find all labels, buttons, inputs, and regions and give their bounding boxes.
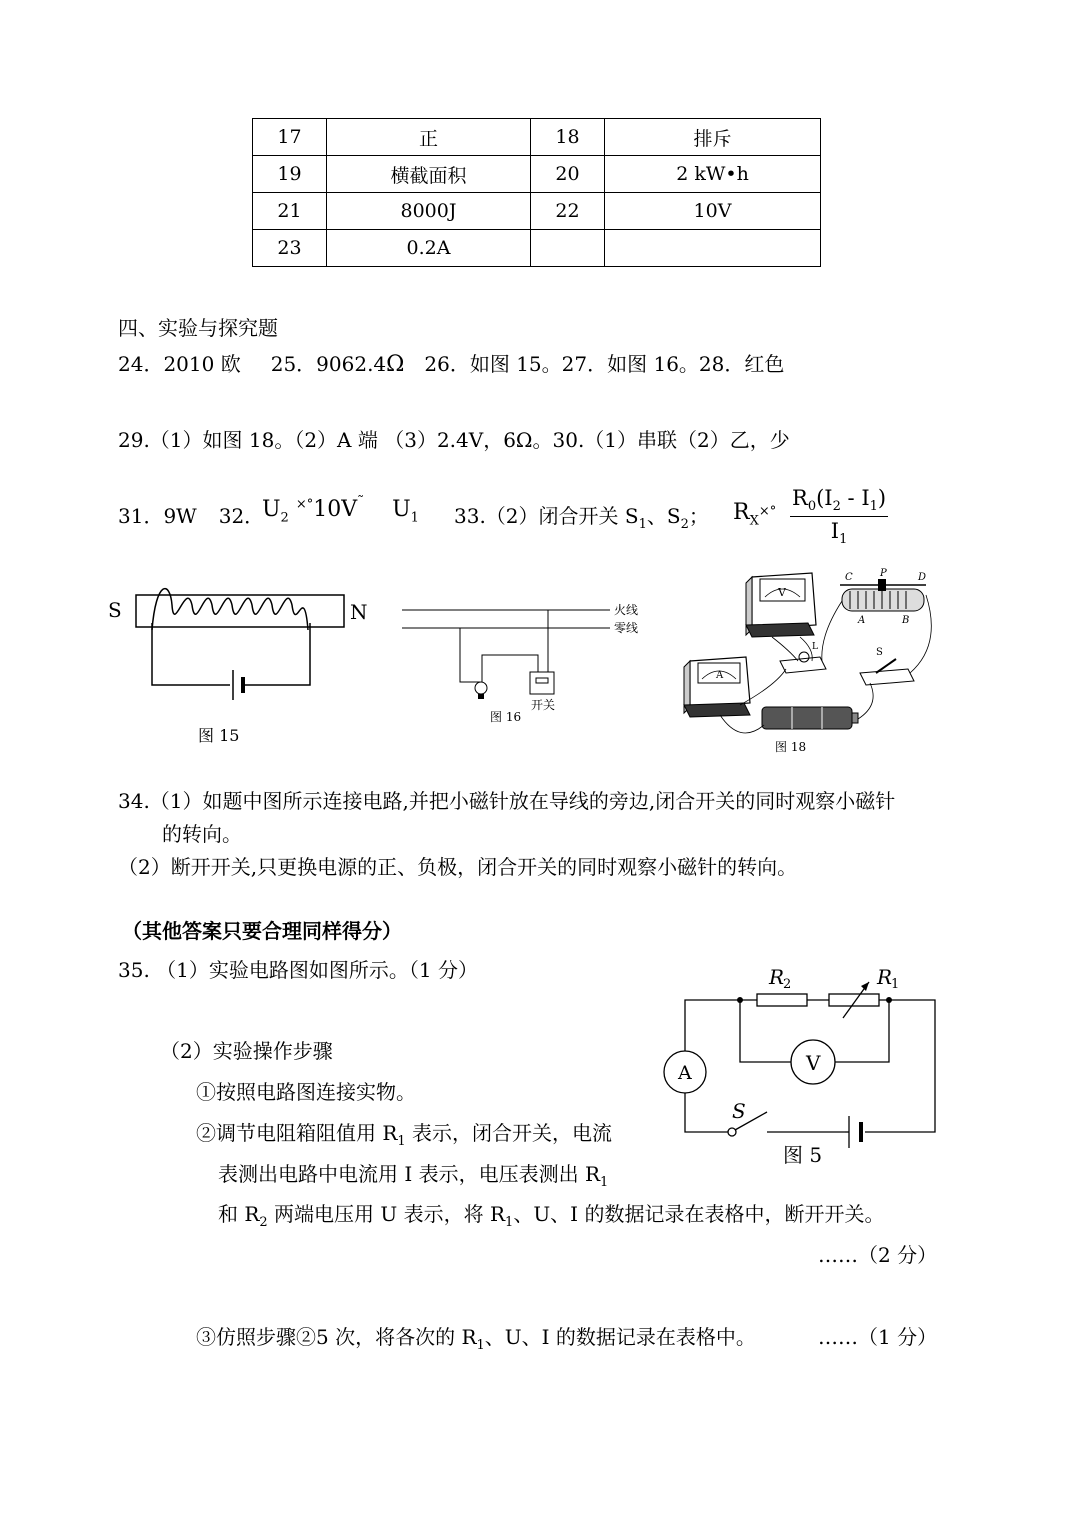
figure-16-wiring bbox=[400, 600, 645, 730]
sub: 1 bbox=[397, 1134, 406, 1149]
figure-18-apparatus bbox=[680, 565, 945, 760]
table-cell: 10V bbox=[605, 193, 821, 230]
table-cell: 22 bbox=[531, 193, 605, 230]
rx-sub: X bbox=[749, 513, 759, 529]
num-text: - I bbox=[840, 486, 870, 510]
step-3-text: ③仿照步骤②5 次，将各次的 R bbox=[196, 1325, 477, 1349]
rheostat-a: A bbox=[858, 615, 866, 626]
voltmeter-icon bbox=[746, 573, 816, 637]
wire bbox=[865, 1000, 935, 1132]
bulb-icon bbox=[475, 682, 487, 694]
sub-s2: 2 bbox=[680, 517, 689, 532]
sub: 1 bbox=[476, 1338, 485, 1353]
label-r2-sub: 2 bbox=[783, 977, 792, 992]
wire bbox=[685, 1000, 740, 1052]
scoring-note: （其他答案只要合理同样得分） bbox=[122, 919, 402, 943]
table-cell: 17 bbox=[253, 119, 327, 156]
rheostat-b: B bbox=[902, 615, 910, 626]
score-step-3: ……（1 分） bbox=[818, 1325, 938, 1349]
rheostat-icon bbox=[840, 568, 926, 626]
figure-5-circuit bbox=[655, 960, 955, 1170]
wire bbox=[822, 601, 842, 661]
wire bbox=[460, 628, 480, 682]
eq-sub: 2 bbox=[280, 510, 289, 526]
omega-symbol: Ω bbox=[386, 352, 405, 377]
table-cell bbox=[605, 230, 821, 267]
table-cell: 23 bbox=[253, 230, 327, 267]
num-text: ) bbox=[877, 486, 887, 510]
bulb-icon bbox=[780, 642, 826, 673]
answer-31: 31．9W bbox=[118, 504, 197, 528]
answer-26-28: 26．如图 15。27．如图 16。28．红色 bbox=[424, 352, 785, 376]
switch-contact bbox=[728, 1128, 736, 1136]
switch-icon bbox=[860, 647, 914, 685]
answer-table bbox=[252, 118, 821, 267]
step-2c bbox=[218, 1198, 884, 1230]
bulb-label: L bbox=[812, 642, 818, 652]
eq-10v: 10V bbox=[313, 497, 358, 522]
label-r1: R bbox=[877, 965, 893, 989]
table-cell: 19 bbox=[253, 156, 327, 193]
wire bbox=[685, 1093, 728, 1132]
num-sub: 1 bbox=[869, 499, 878, 515]
step-2a-end: 表示，闭合开关，电流 bbox=[405, 1121, 613, 1145]
equation-32 bbox=[262, 494, 419, 526]
sub: 2 bbox=[259, 1215, 268, 1230]
section-title: 四、实验与探究题 bbox=[118, 316, 278, 340]
label-s: S bbox=[732, 1099, 746, 1123]
bulb-base bbox=[478, 694, 484, 699]
answer-line-24 bbox=[118, 348, 784, 377]
step-2c-end: 、U、I 的数据记录在表格中，断开开关。 bbox=[513, 1202, 885, 1226]
rheostat-c: C bbox=[845, 572, 853, 583]
table-cell: 8000J bbox=[327, 193, 531, 230]
live-label: 火线 bbox=[614, 603, 639, 617]
voltmeter-label: V bbox=[778, 586, 786, 599]
wire bbox=[245, 623, 310, 685]
answer-34-part1-cont: 的转向。 bbox=[162, 822, 242, 846]
step-2c-text: 和 R bbox=[218, 1202, 260, 1226]
resistor-box-r1 bbox=[829, 994, 879, 1006]
rx-symbol bbox=[733, 500, 776, 528]
iron-core bbox=[136, 595, 344, 627]
sub-s1: 1 bbox=[638, 517, 647, 532]
resistor-r2 bbox=[757, 994, 807, 1006]
wire bbox=[858, 683, 873, 719]
figure-5-label: 图 5 bbox=[783, 1143, 823, 1167]
table-cell: 0.2A bbox=[327, 230, 531, 267]
symbol-glyph: ×° bbox=[295, 497, 314, 512]
table-row bbox=[253, 230, 821, 267]
wire bbox=[152, 623, 230, 685]
wire bbox=[740, 1000, 791, 1062]
den-sub: 1 bbox=[839, 532, 848, 548]
rheostat-p: P bbox=[880, 568, 887, 579]
table-cell: 21 bbox=[253, 193, 327, 230]
arrow-head bbox=[861, 982, 869, 991]
num-sub: 0 bbox=[807, 499, 817, 515]
symbol-glyph: ˜ bbox=[357, 494, 365, 510]
wire bbox=[720, 715, 764, 733]
figure-15-solenoid bbox=[100, 575, 385, 750]
figure-15-label: 图 15 bbox=[198, 726, 240, 745]
table-row bbox=[253, 193, 821, 230]
step-2b-text: 表测出电路中电流用 I 表示，电压表测出 R bbox=[218, 1162, 601, 1186]
battery-icon bbox=[762, 707, 858, 729]
eq-u1: U bbox=[392, 497, 411, 522]
switch-label: 开关 bbox=[531, 698, 556, 712]
pole-s: S bbox=[108, 598, 122, 622]
eq-u2: U bbox=[262, 497, 281, 522]
step-1: ①按照电路图连接实物。 bbox=[196, 1080, 416, 1104]
wire bbox=[835, 1000, 889, 1062]
den-i: I bbox=[830, 519, 840, 544]
pole-n: N bbox=[350, 600, 368, 624]
sub: 1 bbox=[505, 1215, 514, 1230]
answer-32-label: 32． bbox=[218, 504, 265, 528]
label-r2: R bbox=[769, 965, 785, 989]
answer-25: 25．9062.4 bbox=[270, 352, 387, 376]
step-2a-text: ②调节电阻箱阻值用 R bbox=[196, 1121, 398, 1145]
eq-sub: 1 bbox=[410, 510, 419, 526]
switch-label: S bbox=[876, 647, 883, 658]
fraction-numerator bbox=[790, 486, 888, 517]
step-3 bbox=[196, 1321, 756, 1353]
text-33: 33.（2）闭合开关 S bbox=[454, 504, 639, 528]
ammeter-icon bbox=[684, 657, 750, 717]
step-3-mid: 、U、I 的数据记录在表格中。 bbox=[484, 1325, 756, 1349]
rx-r: R bbox=[733, 500, 750, 525]
table-cell: 横截面积 bbox=[327, 156, 531, 193]
answer-line-29: 29.（1）如图 18。（2）A 端 （3）2.4V，6Ω。30.（1）串联（2）乙，少 bbox=[118, 428, 790, 452]
rheostat-d: D bbox=[918, 572, 927, 583]
answer-34-part1: 34.（1）如题中图所示连接电路,并把小磁针放在导线的旁边,闭合开关的同时观察小磁针 bbox=[118, 789, 896, 813]
num-sub: 2 bbox=[832, 499, 841, 515]
table-cell bbox=[531, 230, 605, 267]
num-text: (I bbox=[816, 486, 833, 510]
score-step-2: ……（2 分） bbox=[818, 1243, 938, 1267]
text-end: ； bbox=[688, 504, 709, 528]
step-2a bbox=[196, 1117, 612, 1149]
figure-16-label: 图 16 bbox=[490, 710, 522, 724]
table-cell: 排斥 bbox=[605, 119, 821, 156]
answer-24: 24．2010 欧 bbox=[118, 352, 241, 376]
label-r1-sub: 1 bbox=[891, 977, 900, 992]
wire bbox=[800, 637, 812, 661]
table-row bbox=[253, 119, 821, 156]
switch-toggle bbox=[536, 678, 548, 683]
answer-line-31 bbox=[118, 500, 264, 529]
sub: 1 bbox=[600, 1175, 609, 1190]
num-r: R bbox=[792, 486, 808, 510]
step-2c-mid: 两端电压用 U 表示，将 R bbox=[267, 1202, 506, 1226]
ammeter-label: A bbox=[678, 1062, 692, 1084]
text-sep: 、S bbox=[646, 504, 681, 528]
table-row bbox=[253, 156, 821, 193]
answer-35-part2: （2）实验操作步骤 bbox=[160, 1039, 333, 1063]
answer-34-part2: （2）断开开关,只更换电源的正、负极，闭合开关的同时观察小磁针的转向。 bbox=[118, 855, 798, 879]
neutral-label: 零线 bbox=[614, 621, 639, 635]
table-cell: 20 bbox=[531, 156, 605, 193]
voltmeter-label: V bbox=[806, 1051, 821, 1075]
symbol-glyph: ×° bbox=[758, 504, 777, 519]
fraction-denominator bbox=[790, 517, 888, 547]
fraction-33 bbox=[790, 486, 888, 547]
table-cell: 2 kW•h bbox=[605, 156, 821, 193]
figure-18-label: 图 18 bbox=[775, 740, 807, 754]
table-cell: 18 bbox=[531, 119, 605, 156]
step-2b bbox=[218, 1158, 608, 1190]
table-cell: 正 bbox=[327, 119, 531, 156]
answer-33 bbox=[454, 500, 709, 532]
ammeter-label: A bbox=[716, 670, 724, 681]
answer-35-part1: 35. （1）实验电路图如图所示。（1 分） bbox=[118, 958, 478, 982]
wire bbox=[772, 637, 798, 661]
